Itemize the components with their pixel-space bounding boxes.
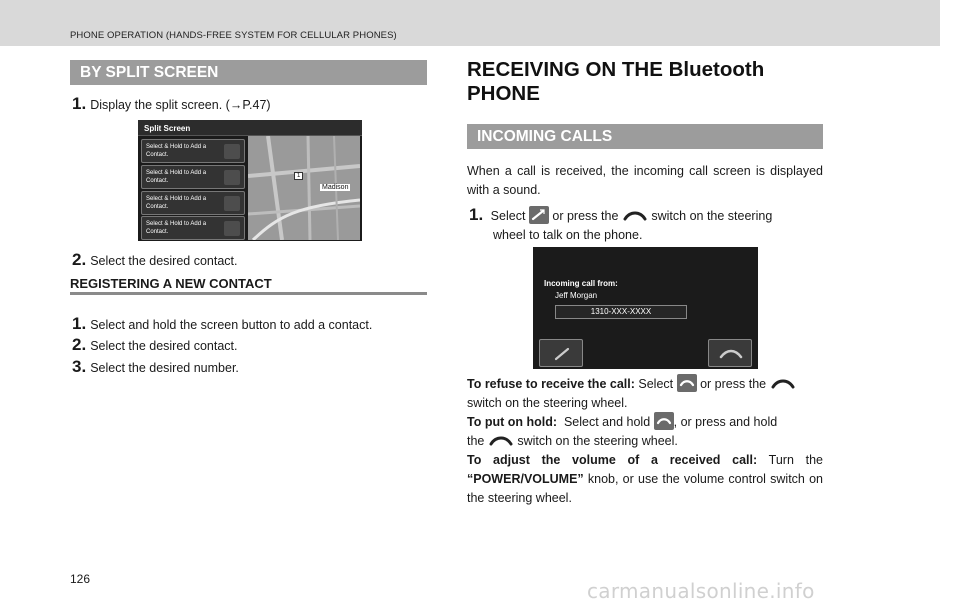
caller-name: Jeff Morgan: [555, 291, 598, 300]
phone-pickup-icon: [540, 340, 584, 368]
page-title-line1: RECEIVING ON THE Bluetooth: [467, 58, 765, 81]
step-answer-call: [469, 205, 823, 245]
step-text: Select the desired contact.: [90, 339, 238, 353]
phone-hangup-icon: [654, 412, 674, 430]
refuse-text: Select: [638, 377, 674, 391]
page-title-line2: PHONE: [467, 82, 540, 105]
reg-step: [72, 336, 238, 355]
phone-hangup-switch-icon: [770, 377, 796, 389]
phone-hangup-icon: [677, 374, 697, 392]
caller-number: 1310-XXX-XXXX: [555, 305, 687, 319]
volume-paragraph: [467, 451, 823, 508]
step-number: 2.: [72, 250, 87, 269]
screen-title: Split Screen: [144, 124, 191, 133]
hold-call-paragraph: [467, 412, 823, 451]
map-view: [248, 136, 360, 240]
hold-label: To put on hold:: [467, 415, 558, 429]
sub-heading-registering: REGISTERING A NEW CONTACT: [70, 276, 272, 291]
step-text: Select and hold the screen button to add a contact.: [90, 318, 373, 332]
heading-rule: [70, 292, 427, 295]
step-text: Select the desired number.: [90, 361, 239, 375]
hold-text: switch on the steering wheel.: [517, 434, 678, 448]
step-number: 3.: [72, 357, 87, 376]
hold-text: , or press and hold: [673, 415, 778, 429]
step-display-split-screen: [72, 95, 271, 114]
reg-step: [72, 358, 239, 377]
step-text: or press the: [552, 209, 619, 223]
phone-pickup-switch-icon: [622, 209, 648, 221]
add-contact-label: Select & Hold to Add a Contact.: [146, 221, 207, 235]
refuse-label: To refuse to receive the call:: [467, 377, 635, 391]
hold-text: the: [467, 434, 485, 448]
page-number: 126: [70, 572, 91, 586]
step-select-contact: [72, 251, 238, 270]
incoming-call-label: Incoming call from:: [544, 279, 618, 288]
add-contact-button: [141, 191, 245, 215]
decline-call-button: [708, 339, 752, 367]
volume-label: To adjust the volume of a received call:: [467, 453, 758, 467]
volume-text: knob, or use the volume control switch on the steering wheel.: [467, 472, 823, 505]
phone-hangup-icon: [709, 340, 753, 368]
step-text: Select: [490, 209, 526, 223]
step-number: 1.: [72, 94, 87, 113]
step-number: 2.: [72, 335, 87, 354]
hold-text: Select and hold: [563, 415, 651, 429]
answer-call-button: [539, 339, 583, 367]
route-marker: 1: [294, 172, 303, 180]
step-text: switch on the steering: [651, 209, 773, 223]
map-place-label: Madison: [322, 184, 349, 191]
refuse-text: or press the: [700, 377, 767, 391]
section-heading-split-screen: BY SPLIT SCREEN: [70, 60, 427, 85]
refuse-call-paragraph: [467, 374, 823, 413]
step-text: wheel to talk on the phone.: [493, 228, 643, 242]
person-icon: [224, 170, 240, 185]
step-text: Select the desired contact.: [90, 254, 238, 268]
step-number: 1.: [469, 205, 484, 224]
add-contact-label: Select & Hold to Add a Contact.: [146, 196, 207, 210]
person-icon: [224, 196, 240, 211]
add-contact-label: Select & Hold to Add a Contact.: [146, 170, 207, 184]
section-heading-incoming-calls: INCOMING CALLS: [467, 124, 823, 149]
phone-pickup-icon: [529, 206, 549, 224]
step-number: 1.: [72, 314, 87, 333]
watermark: carmanualsonline.info: [587, 579, 815, 603]
reg-step: [72, 315, 372, 334]
person-icon: [224, 144, 240, 159]
add-contact-button: [141, 139, 245, 163]
add-contact-button: [141, 216, 245, 240]
person-icon: [224, 221, 240, 236]
volume-knob-name: “POWER/VOLUME”: [467, 472, 584, 486]
volume-text: Turn the: [768, 453, 824, 467]
split-screen-screenshot: [138, 120, 362, 241]
incoming-call-screenshot: [533, 247, 758, 369]
phone-hangup-switch-icon: [488, 434, 514, 446]
refuse-text: switch on the steering wheel.: [467, 396, 628, 410]
add-contact-button: [141, 165, 245, 189]
intro-paragraph: When a call is received, the incoming call screen is displayed with a sound.: [467, 164, 823, 197]
header-band: [0, 0, 940, 46]
step-text: Display the split screen. (→P.47): [90, 98, 271, 112]
add-contact-label: Select & Hold to Add a Contact.: [146, 144, 207, 158]
running-head: PHONE OPERATION (HANDS-FREE SYSTEM FOR CELLULAR PHONES): [70, 30, 397, 41]
